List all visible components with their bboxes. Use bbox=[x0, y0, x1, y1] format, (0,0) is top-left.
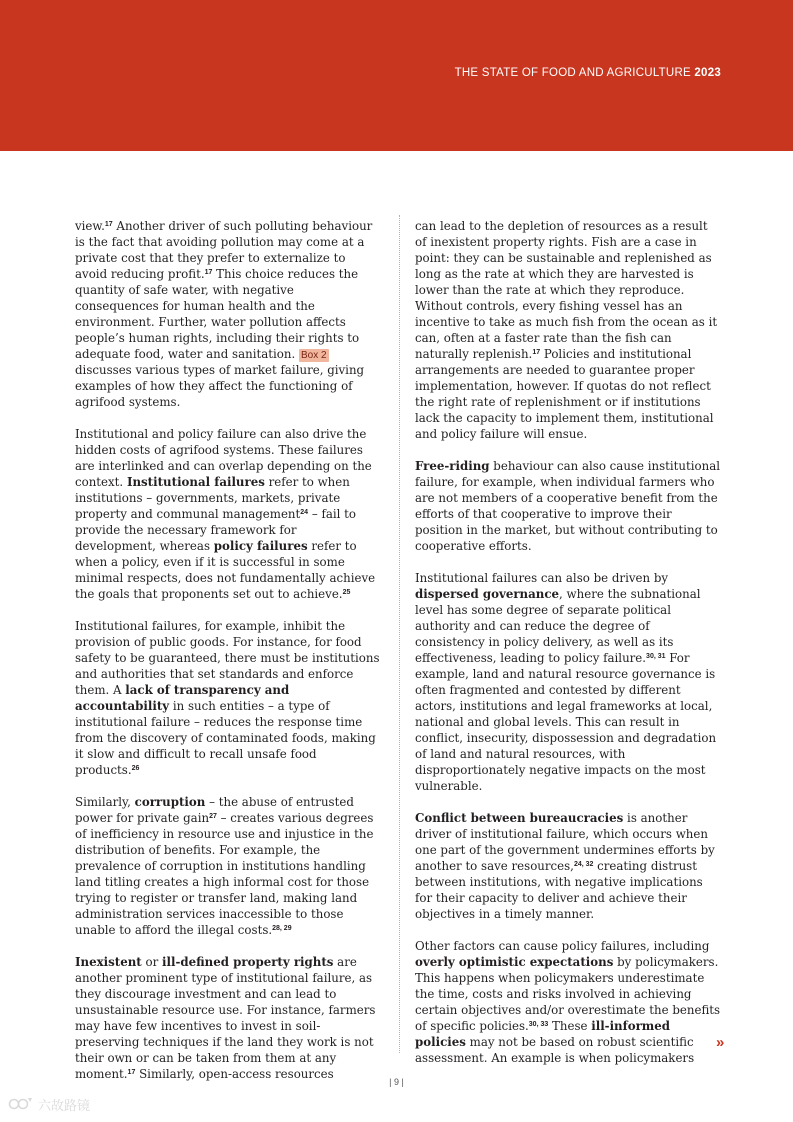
text: refer to when a policy, even if it is successful in some minimal respects, does not fundamentally achieve the goals that proponents set out to achieve. bbox=[75, 539, 376, 601]
text: Policies and institutional arrangements are needed to guarantee proper implementation, however. If quotas do not reflect the right rate of replenishment or if institutions lack the capacity to implement them, institutional and policy failure will ensue. bbox=[415, 347, 714, 441]
right-column bbox=[415, 218, 721, 1082]
left-column bbox=[75, 218, 381, 1098]
text: refer to when institutions – governments, markets, private property and communal management bbox=[75, 475, 350, 521]
watermark bbox=[8, 1094, 90, 1114]
footnote-ref[interactable]: 17 bbox=[532, 349, 541, 356]
paragraph-left-4 bbox=[75, 794, 381, 938]
text: Another driver of such polluting behaviour is the fact that avoiding pollution may come at a private cost that they prefer to externalize to avoid reducing profit. bbox=[75, 219, 373, 281]
footnote-ref[interactable]: 24 bbox=[300, 509, 309, 516]
text: can lead to the depletion of resources as a result of inexistent property rights. Fish are a case in point: they can be sustainable and replenished as long as the rate at which they are harvested is lower than the rate at which they reproduce. Without controls, every fishing vessel has an incentive to take as much fish from the ocean as it can, often at a faster rate than the fish can naturally replenish. bbox=[415, 219, 718, 361]
footnote-ref[interactable]: 27 bbox=[209, 813, 217, 820]
term-ill-informed-policies: ill-informed policies bbox=[415, 1019, 671, 1049]
text: Institutional failures, for example, inhibit the provision of public goods. For instance, for food safety to be guaranteed, there must be institutions and authorities that set standards and enforce them. A bbox=[75, 619, 380, 697]
term-inexistent: Inexistent bbox=[75, 955, 142, 969]
text: discusses various types of market failure, giving examples of how they affect the functioning of agrifood systems. bbox=[75, 363, 365, 409]
paragraph-right-2 bbox=[415, 458, 721, 554]
paragraph-right-3 bbox=[415, 570, 721, 794]
text: Institutional failures can also be driven by bbox=[415, 571, 669, 585]
footnote-ref[interactable]: 24, 32 bbox=[573, 861, 594, 868]
text: – fail to provide the necessary framework for development, whereas bbox=[75, 507, 357, 553]
term-conflict-between-bureaucracies: Conflict between bureaucracies bbox=[415, 811, 624, 825]
paragraph-right-4 bbox=[415, 810, 721, 922]
text: Other factors can cause policy failures, including bbox=[415, 939, 710, 953]
watermark-logo-icon bbox=[8, 1094, 34, 1114]
text: For example, land and natural resource governance is often fragmented and contested by different actors, institutions and legal frameworks at local, national and global levels. This can result in conflict, insecurity, dispossession and degradation of land and natural resources, with disproportionately negative impacts on the most vulnerable. bbox=[415, 651, 717, 793]
text: are another prominent type of institutional failure, as they discourage investment and can lead to unsustainable resource use. For instance, farmers may have few incentives to invest in soil-preserving techniques if the land they work is not their own or can be taken from them at any moment. bbox=[75, 955, 376, 1081]
term-policy-failures: policy failures bbox=[213, 539, 308, 553]
footnote-ref[interactable]: 30, 31 bbox=[646, 653, 666, 660]
footnote-ref[interactable]: 28, 29 bbox=[272, 925, 292, 932]
paragraph-left-1 bbox=[75, 218, 381, 410]
term-free-riding: Free-riding bbox=[415, 459, 490, 473]
term-overly-optimistic-expectations: overly optimistic expectations bbox=[415, 955, 614, 969]
text: These bbox=[548, 1019, 592, 1033]
report-year: 2023 bbox=[694, 67, 721, 79]
text: view. bbox=[75, 219, 105, 233]
paragraph-right-1 bbox=[415, 218, 721, 442]
text: behaviour can also cause institutional failure, for example, when individual farmers who are not members of a cooperative benefit from the efforts of that cooperative to improve their position in the market, but without contributing to cooperative efforts. bbox=[415, 459, 721, 553]
paragraph-left-5 bbox=[75, 954, 381, 1082]
footnote-ref[interactable]: 17 bbox=[127, 1069, 136, 1076]
text: in such entities – a type of institutional failure – reduces the response time from the discovery of contaminated foods, making it slow and difficult to recall unsafe food products. bbox=[75, 699, 376, 777]
term-ill-defined-property-rights: ill-defined property rights bbox=[162, 955, 334, 969]
footnote-ref[interactable]: 17 bbox=[104, 221, 113, 228]
paragraph-right-5 bbox=[415, 938, 721, 1066]
paragraph-left-3 bbox=[75, 618, 381, 778]
report-title-text: THE STATE OF FOOD AND AGRICULTURE bbox=[454, 67, 695, 79]
text: Similarly, bbox=[75, 795, 135, 809]
text: Institutional and policy failure can also drive the hidden costs of agrifood systems. These failures are interlinked and can overlap depending on the context. bbox=[75, 427, 372, 489]
footnote-ref[interactable]: 26 bbox=[131, 765, 140, 772]
text: is another driver of institutional failure, which occurs when one part of the government undermines efforts by another to save resources, bbox=[415, 811, 715, 873]
text: by policymakers. This happens when policymakers underestimate the time, costs and risks involved in achieving certain objectives and/or overestimate the benefits of specific policies. bbox=[415, 955, 721, 1033]
page-number: | 9 | bbox=[389, 1077, 404, 1087]
text: Similarly, open-access resources bbox=[135, 1067, 334, 1081]
footnote-ref[interactable]: 17 bbox=[204, 269, 213, 276]
term-corruption: corruption bbox=[134, 795, 206, 809]
footnote-ref[interactable]: 30, 33 bbox=[528, 1021, 549, 1028]
text: , where the subnational level has some degree of separate political authority and can reduce the degree of consistency in policy delivery, as well as its effectiveness, leading to policy failure. bbox=[415, 587, 701, 665]
text: – the abuse of entrusted power for private gain bbox=[75, 795, 354, 825]
text: – creates various degrees of inefficiency in resource use and injustice in the distribution of benefits. For example, the prevalence of corruption in institutions handling land titling creates a high informal cost for those trying to register or transfer land, making land administration services inaccessible to those unable to afford the illegal costs. bbox=[75, 811, 374, 937]
report-title bbox=[455, 67, 721, 79]
footnote-ref[interactable]: 25 bbox=[342, 589, 351, 596]
text: creating distrust between institutions, with negative implications for their capacity to deliver and achieve their objectives in a timely manner. bbox=[415, 859, 703, 921]
term-institutional-failures: Institutional failures bbox=[126, 475, 265, 489]
text: or bbox=[141, 955, 162, 969]
continue-arrow-icon[interactable]: » bbox=[716, 1034, 725, 1051]
paragraph-left-2 bbox=[75, 426, 381, 602]
text: may not be based on robust scientific assessment. An example is when policymakers bbox=[415, 1035, 695, 1065]
text: This choice reduces the quantity of safe water, with negative consequences for human health and the environment. Further, water pollution affects people’s human rights, including their rights to adequate food, water and sanitation. bbox=[75, 267, 360, 361]
term-dispersed-governance: dispersed governance bbox=[415, 587, 560, 601]
term-lack-of-transparency: lack of transparency and accountability bbox=[75, 683, 290, 713]
column-divider bbox=[399, 215, 400, 1053]
box-2-link[interactable]: Box 2 bbox=[300, 350, 327, 361]
watermark-text: 六故路镜 bbox=[38, 1098, 91, 1114]
